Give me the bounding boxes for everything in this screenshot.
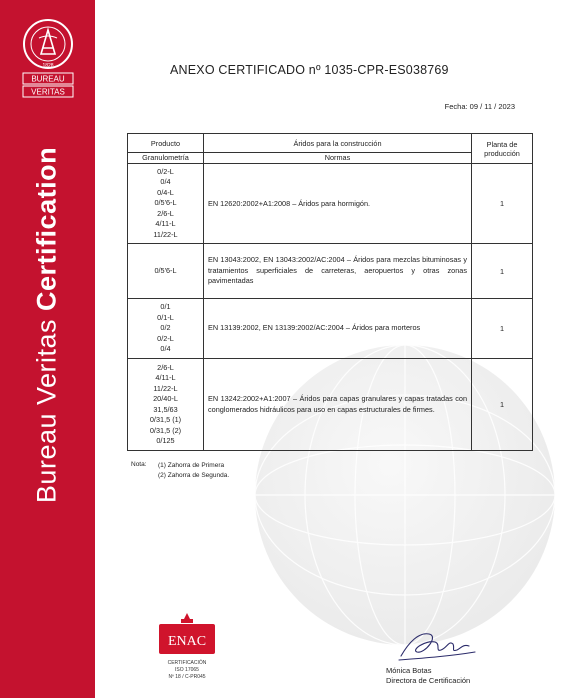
signer-name: Mónica Botas (386, 666, 432, 675)
header-producto: Producto (128, 134, 204, 153)
brand-vertical-title: Bureau Veritas Certification (31, 146, 62, 504)
table-row (128, 359, 533, 451)
norma-cell: EN 13139:2002, EN 13139:2002/AC:2004 – Áridos para morteros (204, 299, 472, 359)
header-planta: Planta de producción (472, 134, 533, 164)
svg-text:1828: 1828 (42, 63, 54, 69)
table-row (128, 299, 533, 359)
granulometria-cell: 2/6-L 4/11-L 11/22-L 20/40-L 31,5/63 0/31,5 (1) 0/31,5 (2) 0/125 (128, 359, 204, 451)
header-normas: Normas (204, 153, 472, 164)
table-notes (131, 461, 229, 480)
table-row (128, 244, 533, 299)
bureau-veritas-logo (21, 18, 75, 100)
table-header-row (128, 134, 533, 153)
planta-cell: 1 (472, 164, 533, 244)
svg-text:Nº 18 / C-PR045: Nº 18 / C-PR045 (168, 674, 206, 680)
granulometria-cell: 0/2-L 0/4 0/4-L 0/5'6-L 2/6-L 4/11-L 11/22-L (128, 164, 204, 244)
notes-label: Nota: (131, 461, 147, 468)
handwritten-signature (395, 622, 477, 664)
norma-cell: EN 12620:2002+A1:2008 – Áridos para hormigón. (204, 164, 472, 244)
norma-cell: EN 13043:2002, EN 13043:2002/AC:2004 – Áridos para mezclas bituminosas y tratamientos superficiales de carreteras, aeropuertos y otras zonas pavimentadas (204, 244, 472, 299)
note-item: (1) Zahorra de Primera (158, 462, 225, 469)
granulometria-cell: 0/5'6-L (128, 244, 204, 299)
norma-cell: EN 13242:2002+A1:2007 – Áridos para capas granulares y capas tratadas con conglomerados hidráulicos para uso en capas estructurales de firmes. (204, 359, 472, 451)
header-aridos: Áridos para la construcción (204, 134, 472, 153)
header-granulometria: Granulometría (128, 153, 204, 164)
enac-accreditation-mark (154, 610, 220, 690)
note-item: (2) Zahorra de Segunda. (158, 471, 230, 479)
svg-text:ENAC: ENAC (167, 634, 207, 649)
granulometria-cell: 0/1 0/1-L 0/2 0/2-L 0/4 (128, 299, 204, 359)
document-title: ANEXO CERTIFICADO nº 1035-CPR-ES038769 (170, 63, 449, 77)
brand-sidebar (0, 0, 95, 698)
signer-role: Directora de Certificación (386, 676, 471, 685)
document-date: Fecha: 09 / 11 / 2023 (444, 102, 515, 111)
planta-cell: 1 (472, 244, 533, 299)
svg-text:CERTIFICACIÓN: CERTIFICACIÓN (167, 660, 207, 666)
svg-text:ISO 17065: ISO 17065 (175, 667, 199, 673)
svg-text:BUREAU: BUREAU (31, 74, 65, 84)
annex-table (127, 133, 533, 451)
table-row (128, 164, 533, 244)
svg-text:VERITAS: VERITAS (31, 87, 65, 97)
planta-cell: 1 (472, 299, 533, 359)
planta-cell: 1 (472, 359, 533, 451)
signer-block (386, 666, 470, 686)
